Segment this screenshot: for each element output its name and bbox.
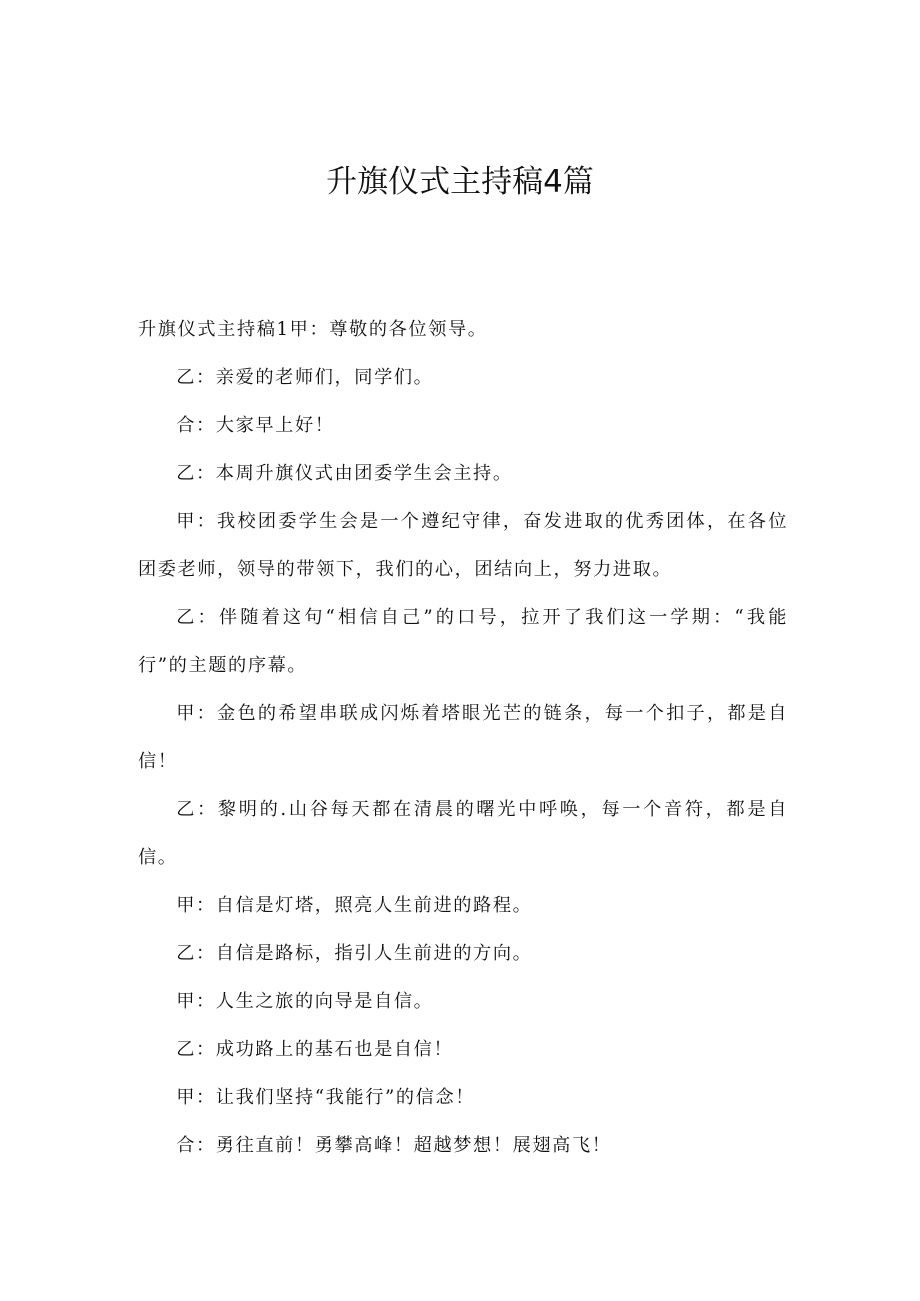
paragraph: 乙：成功路上的基石也是自信！ [176, 1039, 454, 1060]
document-title: 升旗仪式主持稿4篇 [326, 164, 594, 200]
paragraph: 甲：人生之旅的向导是自信。 [176, 991, 434, 1012]
paragraph: 甲：金色的希望串联成闪烁着塔眼光芒的链条，每一个扣子，都是自信！ [138, 703, 788, 772]
paragraph: 乙：本周升旗仪式由团委学生会主持。 [176, 463, 513, 484]
paragraph: 合：大家早上好！ [176, 415, 335, 436]
paragraph: 乙：伴随着这句“相信自己”的口号，拉开了我们这一学期：“我能行”的主题的序幕。 [138, 607, 788, 676]
paragraph: 乙：亲爱的老师们，同学们。 [176, 367, 434, 388]
document-body [138, 306, 788, 1170]
paragraph: 合：勇往直前！勇攀高峰！超越梦想！展翅高飞！ [176, 1135, 612, 1156]
paragraph: 甲：我校团委学生会是一个遵纪守律，奋发进取的优秀团体，在各位团委老师，领导的带领下，我们的心，团结向上，努力进取。 [138, 511, 788, 580]
paragraph: 乙：黎明的.山谷每天都在清晨的曙光中呼唤，每一个音符，都是自信。 [138, 799, 788, 868]
paragraph: 甲：自信是灯塔，照亮人生前进的路程。 [176, 895, 533, 916]
paragraph: 甲：让我们坚持“我能行”的信念！ [176, 1087, 476, 1108]
paragraph: 乙：自信是路标，指引人生前进的方向。 [176, 943, 533, 964]
paragraph: 升旗仪式主持稿1甲：尊敬的各位领导。 [138, 319, 488, 340]
